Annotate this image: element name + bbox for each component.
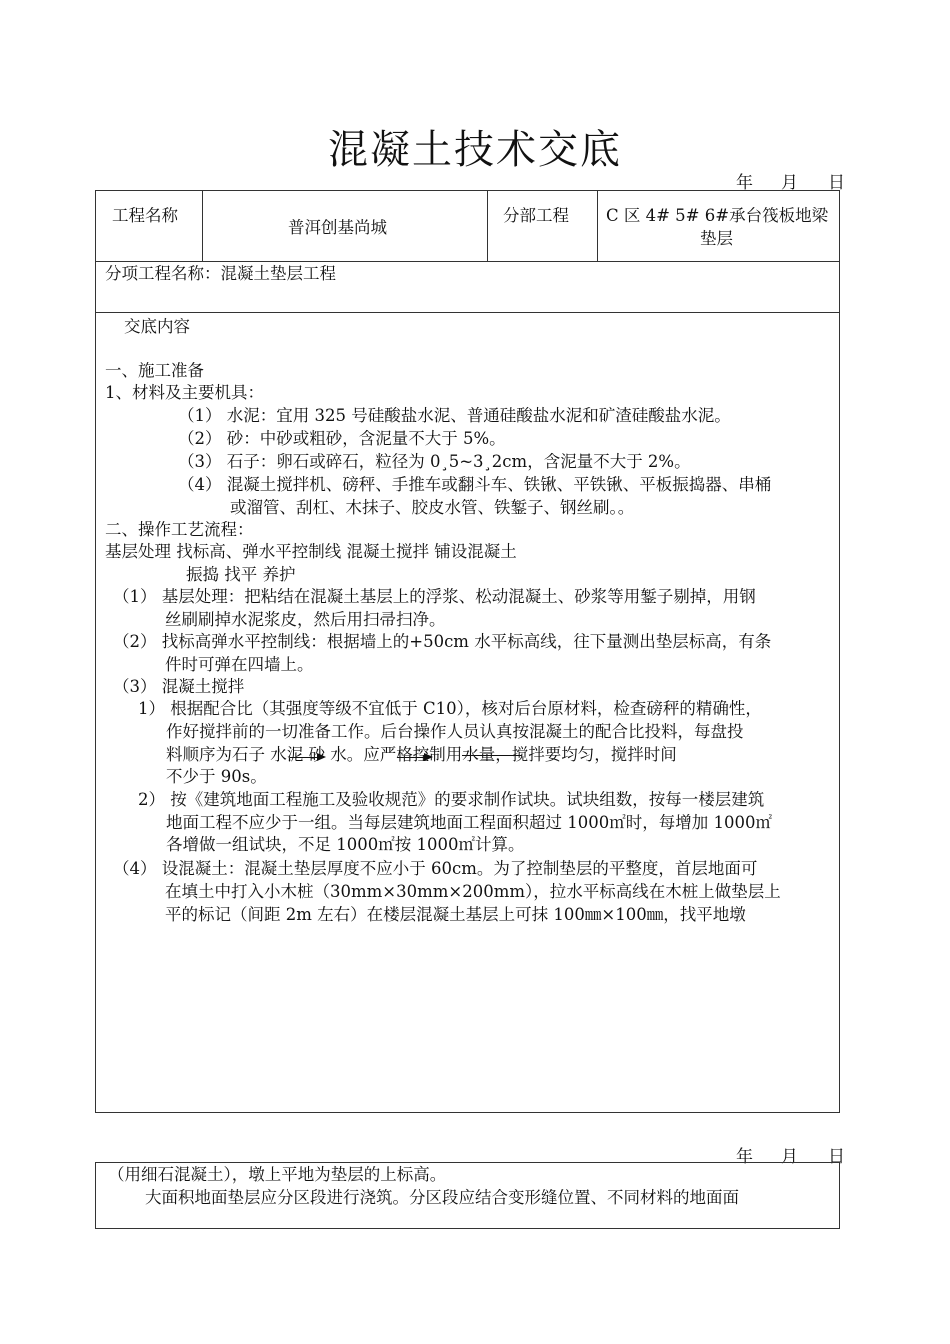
body-line: 各增做一组试块，不足 1000㎡按 1000㎡计算。 bbox=[166, 835, 525, 854]
date-day: 日 bbox=[828, 173, 845, 193]
body-line: 1、材料及主要机具： bbox=[105, 383, 264, 402]
body-line: 地面工程不应少于一组。当每层建筑地面工程面积超过 1000㎡时，每增加 1000㎡ bbox=[166, 813, 772, 832]
flow-arrow-icon bbox=[290, 757, 324, 758]
subitem-name: 分项工程名称：混凝土垫层工程 bbox=[105, 264, 336, 283]
flow-line-1: 基层处理 找标高、弹水平控制线 混凝土搅拌 铺设混凝土 bbox=[105, 542, 517, 561]
division-value-line1: C 区 4# 5# 6#承台筏板地梁 bbox=[606, 206, 829, 225]
project-name-label: 工程名称 bbox=[112, 206, 178, 225]
body-line: 2） 按《建筑地面工程施工及验收规范》的要求制作试块。试块组数，按每一楼层建筑 bbox=[138, 790, 765, 809]
date-year: 年 bbox=[736, 1147, 753, 1167]
continuation-line: （用细石混凝土），墩上平地为垫层的上标高。 bbox=[108, 1165, 447, 1184]
date-month: 月 bbox=[781, 1147, 798, 1167]
body-line: （4） 混凝土搅拌机、磅秤、手推车或翻斗车、铁锹、平铁锹、平板振捣器、串桶 bbox=[178, 475, 772, 494]
body-line: （1） 水泥：宜用 325 号硅酸盐水泥、普通硅酸盐水泥和矿渣硅酸盐水泥。 bbox=[178, 406, 731, 425]
page-title: 混凝土技术交底 bbox=[328, 127, 622, 173]
project-name-value: 普洱创基尚城 bbox=[288, 218, 387, 237]
date-month: 月 bbox=[781, 173, 798, 193]
continuation-line: 大面积地面垫层应分区段进行浇筑。分区段应结合变形缝位置、不同材料的地面面 bbox=[145, 1188, 739, 1207]
body-line: （2） 砂：中砂或粗砂，含泥量不大于 5%。 bbox=[178, 429, 506, 448]
divider bbox=[95, 312, 840, 313]
strike-mark bbox=[462, 755, 522, 756]
body-line: 不少于 90s。 bbox=[166, 767, 267, 786]
flow-line-2: 振捣 找平 养护 bbox=[186, 565, 296, 584]
body-line: 平的标记（间距 2m 左右）在楼层混凝土基层上可抹 100㎜×100㎜，找平地墩 bbox=[165, 905, 746, 924]
division-value-line2: 垫层 bbox=[700, 229, 733, 248]
body-line: （2） 找标高弹水平控制线：根据墙上的+50cm 水平标高线，往下量测出垫层标高，有条 bbox=[113, 632, 772, 651]
division-label: 分部工程 bbox=[503, 206, 569, 225]
divider bbox=[597, 190, 598, 261]
body-line: 或溜管、刮杠、木抹子、胶皮水管、铁錾子、钢丝刷。。 bbox=[230, 498, 635, 517]
body-line: （3） 石子：卵石或碎石，粒径为 0¸5~3¸2cm，含泥量不大于 2%。 bbox=[178, 452, 691, 471]
divider bbox=[95, 261, 840, 262]
body-line: （3） 混凝土搅拌 bbox=[113, 677, 245, 696]
divider bbox=[202, 190, 203, 261]
body-line: 作好搅拌前的一切准备工作。后台操作人员认真按混凝土的配合比投料，每盘投 bbox=[166, 722, 744, 741]
body-line: 一、施工准备 bbox=[105, 361, 204, 380]
body-line: 在填土中打入小木桩（30mm×30mm×200mm），拉水平标高线在木桩上做垫层上 bbox=[165, 882, 781, 901]
body-line: 件时可弹在四墙上。 bbox=[165, 655, 314, 674]
body-line: （1） 基层处理：把粘结在混凝土基层上的浮浆、松动混凝土、砂浆等用錾子剔掉，用钢 bbox=[113, 587, 756, 606]
content-heading: 交底内容 bbox=[124, 317, 190, 336]
divider bbox=[487, 190, 488, 261]
date-year: 年 bbox=[736, 173, 753, 193]
body-line: 丝刷刷掉水泥浆皮，然后用扫帚扫净。 bbox=[165, 610, 446, 629]
mix-order-line: 料顺序为石子 水泥 砂 水。应严格控制用水量，搅拌要均匀，搅拌时间 bbox=[166, 745, 677, 764]
date-day: 日 bbox=[828, 1147, 845, 1167]
body-line: 二、操作工艺流程： bbox=[105, 520, 254, 539]
body-line: 1） 根据配合比（其强度等级不宜低于 C10），核对后台原材料，检查磅秤的精确性， bbox=[138, 699, 762, 718]
flow-arrow-icon bbox=[397, 757, 431, 758]
body-line: （4） 设混凝土：混凝土垫层厚度不应小于 60cm。为了控制垫层的平整度，首层地面可 bbox=[113, 859, 758, 878]
